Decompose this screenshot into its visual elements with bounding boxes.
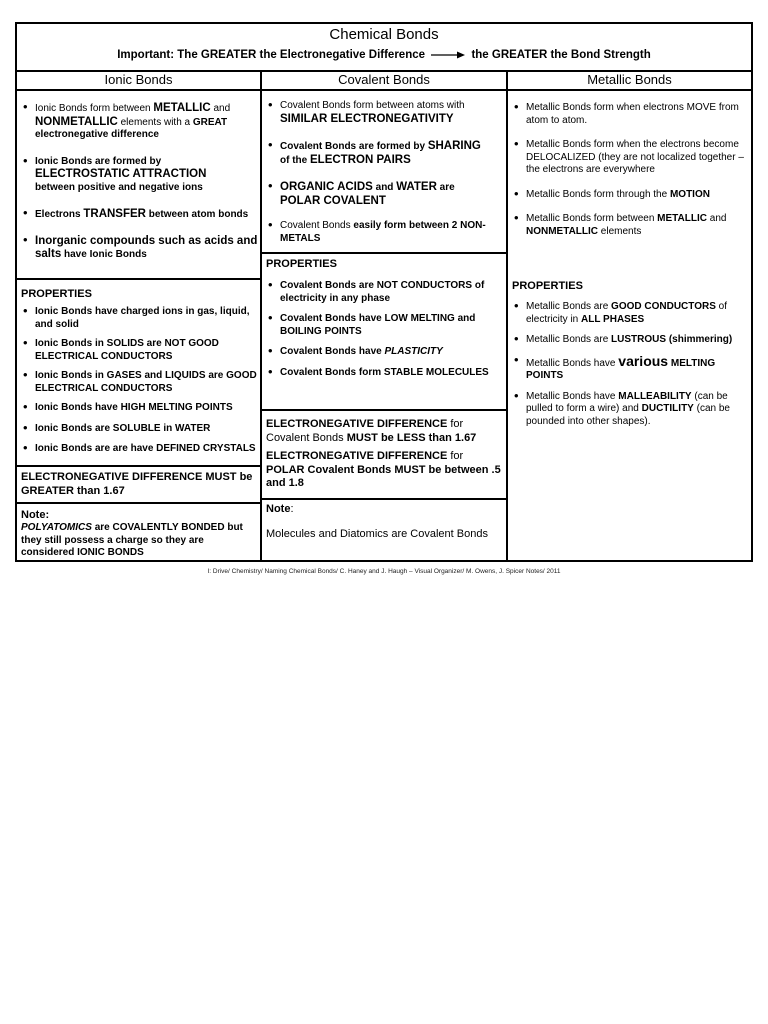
- section-heading: PROPERTIES: [512, 280, 583, 292]
- bullet-icon: •: [268, 97, 273, 112]
- list-item: • Ionic Bonds form between METALLIC and NONMETALLIC elements with a GREAT electronegative difference: [23, 99, 231, 140]
- list-item: • Covalent Bonds are formed by SHARING of the ELECTRON PAIRS: [268, 137, 481, 166]
- list-item: • Metallic Bonds are GOOD CONDUCTORS of electricity in ALL PHASES: [514, 298, 727, 325]
- bullet-icon: •: [23, 335, 28, 350]
- bullet-icon: •: [268, 178, 273, 193]
- section-heading: PROPERTIES: [266, 258, 337, 270]
- ionic-properties-list: [17, 303, 260, 456]
- bullet-icon: •: [23, 152, 28, 168]
- ionic-properties: [17, 288, 260, 456]
- bullet-icon: •: [23, 99, 28, 114]
- list-item: • Ionic Bonds are are have DEFINED CRYSTALS: [23, 440, 256, 455]
- bullet-icon: •: [268, 343, 273, 358]
- list-item: • Metallic Bonds are LUSTROUS (shimmering): [514, 331, 733, 346]
- note-text: Molecules and Diatomics are Covalent Bonds: [266, 528, 488, 540]
- bullet-icon: •: [514, 351, 519, 367]
- divider: [262, 409, 506, 411]
- list-item: • Ionic Bonds are formed by ELECTROSTATIC ATTRACTION between positive and negative ions: [23, 152, 207, 193]
- note-label: Note:: [21, 509, 50, 521]
- covalent-note: Note: Molecules and Diatomics are Covalent Bonds: [262, 503, 506, 541]
- bullet-icon: •: [514, 387, 519, 403]
- covalent-properties: [262, 258, 506, 379]
- divider: [17, 278, 260, 280]
- bullet-icon: •: [23, 303, 28, 318]
- ionic-note: [17, 509, 260, 560]
- covalent-en-difference: ELECTRONEGATIVE DIFFERENCE for Covalent Bonds MUST be LESS than 1.67 ELECTRONEGATIVE DIFFERENCE for POLAR Covalent Bonds MUST be between .5 and 1.8: [266, 418, 501, 489]
- list-item: • Metallic Bonds have MALLEABILITY (can be pulled to form a wire) and DUCTILITY (can be pounded into other shapes).: [514, 387, 730, 427]
- covalent-properties-list: [262, 277, 506, 379]
- list-item: • Metallic Bonds form when electrons MOVE from atom to atom.: [514, 99, 739, 126]
- list-item: • Covalent Bonds have LOW MELTING and BOILING POINTS: [268, 310, 476, 337]
- list-item: • Metallic Bonds form when the electrons become DELOCALIZED (they are not localized together – the electrons are everywhere: [514, 136, 744, 175]
- covalent-column: [262, 72, 508, 560]
- list-item: • Ionic Bonds in SOLIDS are NOT GOOD ELECTRICAL CONDUCTORS: [23, 335, 219, 362]
- section-heading: PROPERTIES: [21, 288, 92, 300]
- list-item: • Covalent Bonds easily form between 2 NON-METALS: [268, 217, 486, 244]
- bullet-icon: •: [514, 99, 519, 114]
- bullet-icon: •: [23, 440, 28, 455]
- bullet-icon: •: [23, 399, 28, 414]
- list-item: • Covalent Bonds are NOT CONDUCTORS of electricity in any phase: [268, 277, 485, 304]
- list-item: • Electrons TRANSFER between atom bonds: [23, 205, 249, 220]
- chemical-bonds-organizer: [15, 22, 753, 562]
- metallic-properties-list: [508, 298, 751, 428]
- list-item: • Metallic Bonds have various MELTING POINTS: [514, 351, 716, 381]
- bullet-icon: •: [268, 310, 273, 325]
- divider: [262, 498, 506, 500]
- list-item: • Metallic Bonds form through the MOTION: [514, 185, 710, 201]
- metallic-heading: Metallic Bonds: [508, 72, 751, 91]
- bullet-icon: •: [23, 419, 28, 435]
- bullet-icon: •: [514, 331, 519, 346]
- ionic-list: [17, 99, 260, 262]
- ionic-column: [17, 72, 262, 560]
- divider: [17, 502, 260, 504]
- bullet-icon: •: [268, 217, 273, 232]
- covalent-list: [262, 97, 506, 245]
- ionic-en-difference: ELECTRONEGATIVE DIFFERENCE MUST be GREATER than 1.67: [21, 471, 253, 497]
- bullet-icon: •: [268, 137, 273, 152]
- list-item: • Covalent Bonds form between atoms with SIMILAR ELECTRONEGATIVITY: [268, 97, 465, 125]
- metallic-properties: [508, 280, 751, 428]
- list-item: • Covalent Bonds form STABLE MOLECULES: [268, 363, 489, 379]
- header: [17, 24, 751, 72]
- note-text: POLYATOMICS are COVALENTLY BONDED but they still possess a charge so they are considered IONIC BONDS: [21, 522, 243, 558]
- bullet-icon: •: [23, 367, 28, 382]
- bullet-icon: •: [514, 185, 519, 201]
- list-item: • Inorganic compounds such as acids and salts have Ionic Bonds: [23, 231, 258, 260]
- bullet-icon: •: [23, 231, 28, 247]
- footer-citation: I: Drive/ Chemistry/ Naming Chemical Bonds/ C. Haney and J. Haugh – Visual Organizer/ M. Owens, J. Spicer Notes/ 2011: [207, 568, 561, 575]
- bullet-icon: •: [514, 298, 519, 313]
- bullet-icon: •: [268, 363, 273, 379]
- list-item: • Ionic Bonds have HIGH MELTING POINTS: [23, 399, 233, 414]
- important-note: [17, 49, 751, 61]
- page-title: Chemical Bonds: [329, 26, 439, 43]
- list-item: • Ionic Bonds have charged ions in gas, liquid, and solid: [23, 303, 250, 330]
- list-item: • Ionic Bonds in GASES and LIQUIDS are GOOD ELECTRICAL CONDUCTORS: [23, 367, 257, 394]
- important-suffix: the GREATER the Bond Strength: [471, 49, 651, 61]
- bullet-icon: •: [514, 136, 519, 151]
- bullet-icon: •: [23, 205, 28, 220]
- list-item: • Covalent Bonds have PLASTICITY: [268, 343, 443, 358]
- list-item: • Ionic Bonds are SOLUBLE in WATER: [23, 419, 211, 435]
- divider: [17, 465, 260, 467]
- list-item: • ORGANIC ACIDS and WATER are POLAR COVALENT: [268, 178, 455, 207]
- metallic-list: [508, 99, 751, 238]
- divider: [262, 252, 506, 254]
- right-arrow-icon: [430, 50, 466, 60]
- bullet-icon: •: [514, 210, 519, 225]
- metallic-column: [508, 72, 751, 560]
- bullet-icon: •: [268, 277, 273, 292]
- important-prefix: Important: The GREATER the Electronegative Difference: [117, 49, 426, 61]
- ionic-heading: Ionic Bonds: [17, 72, 260, 91]
- list-item: • Metallic Bonds form between METALLIC and NONMETALLIC elements: [514, 210, 727, 237]
- covalent-heading: Covalent Bonds: [262, 72, 506, 91]
